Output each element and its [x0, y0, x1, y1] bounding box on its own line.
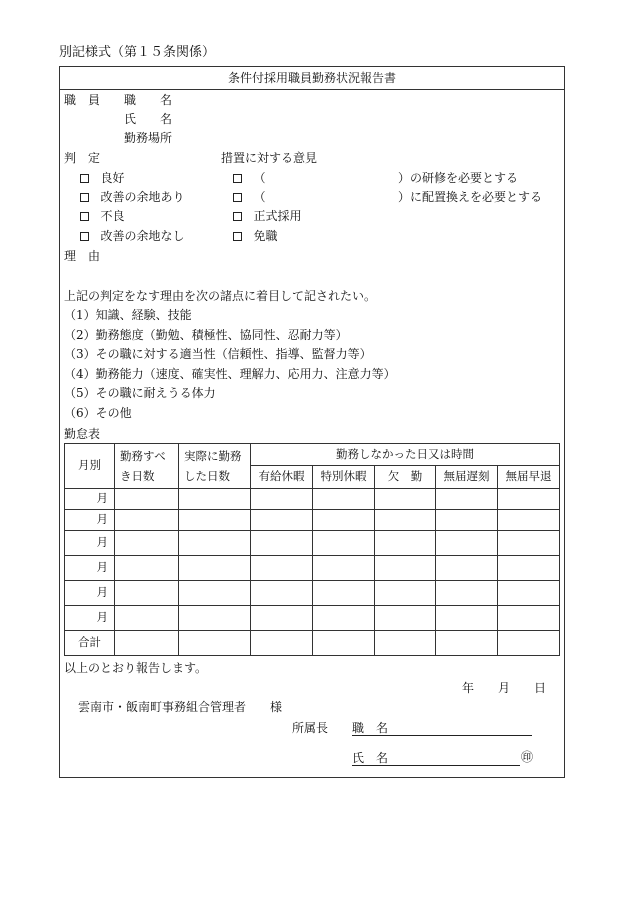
measures-label: 措置に対する意見	[221, 151, 318, 165]
table-cell[interactable]	[251, 581, 313, 606]
header-absence: 欠 勤	[375, 466, 436, 489]
table-cell[interactable]	[498, 556, 560, 581]
table-cell[interactable]	[251, 510, 313, 531]
measure-option-formal-hire[interactable]: 正式採用	[233, 210, 301, 222]
table-cell[interactable]	[179, 510, 251, 531]
table-row	[65, 581, 560, 606]
checkbox-icon[interactable]	[80, 193, 89, 202]
table-cell[interactable]	[313, 556, 375, 581]
header-actual-days: 実際に勤務 した日数	[179, 444, 251, 489]
seal-mark: ㊞	[521, 750, 534, 764]
month-cell: 月	[65, 606, 115, 631]
table-cell[interactable]	[313, 531, 375, 556]
measure-option-dismissal[interactable]: 免職	[233, 230, 277, 242]
header-unreported-late: 無届遅刻	[436, 466, 498, 489]
table-cell[interactable]	[313, 510, 375, 531]
total-label: 合計	[65, 631, 115, 656]
checkbox-icon[interactable]	[80, 212, 89, 221]
table-cell[interactable]	[251, 556, 313, 581]
month-cell: 月	[65, 531, 115, 556]
table-cell[interactable]	[179, 606, 251, 631]
table-cell[interactable]	[251, 489, 313, 510]
table-cell[interactable]	[436, 606, 498, 631]
reason-point: （5）その職に耐えうる体力	[64, 386, 216, 400]
checkbox-icon[interactable]	[233, 232, 242, 241]
name-field[interactable]: 氏 名	[352, 752, 520, 766]
month-cell: 月	[65, 581, 115, 606]
table-cell[interactable]	[498, 489, 560, 510]
reason-point: （4）勤務能力（速度、確実性、理解力、応用力、注意力等）	[64, 367, 396, 381]
measure-reassignment-text: ）に配置換えを必要とする	[398, 190, 543, 204]
header-paid-leave: 有給休暇	[251, 466, 313, 489]
table-cell[interactable]	[498, 531, 560, 556]
table-cell[interactable]	[436, 531, 498, 556]
report-date: 年 月 日	[462, 681, 547, 695]
table-row	[65, 489, 560, 510]
month-cell: 月	[65, 489, 115, 510]
employee-label: 職 員	[64, 93, 101, 107]
table-row	[65, 606, 560, 631]
table-cell[interactable]	[115, 631, 179, 656]
table-cell[interactable]	[251, 631, 313, 656]
judgment-option-room-for-improvement[interactable]: 改善の余地あり	[80, 191, 184, 203]
measure-option-reassignment[interactable]: （	[233, 191, 265, 203]
judgment-label: 判 定	[64, 151, 101, 165]
table-cell[interactable]	[179, 489, 251, 510]
table-row	[65, 556, 560, 581]
reason-point: （6）その他	[64, 406, 132, 420]
table-cell[interactable]	[436, 581, 498, 606]
reason-label: 理 由	[64, 249, 101, 263]
table-cell[interactable]	[179, 531, 251, 556]
table-cell[interactable]	[375, 581, 436, 606]
table-cell[interactable]	[115, 606, 179, 631]
table-cell[interactable]	[375, 489, 436, 510]
table-cell[interactable]	[436, 631, 498, 656]
report-statement: 以上のとおり報告します。	[64, 661, 208, 675]
table-cell[interactable]	[179, 556, 251, 581]
month-cell: 月	[65, 510, 115, 531]
header-required-days: 勤務すべ き日数	[115, 444, 179, 489]
table-cell[interactable]	[115, 556, 179, 581]
table-row	[65, 531, 560, 556]
reason-point: （2）勤務態度（勤勉、積極性、協同性、忍耐力等）	[64, 328, 348, 342]
table-row-total	[65, 631, 560, 656]
reason-point: （1）知識、経験、技能	[64, 308, 192, 322]
table-cell[interactable]	[115, 531, 179, 556]
table-cell[interactable]	[375, 606, 436, 631]
table-cell[interactable]	[313, 489, 375, 510]
form-style-note: 別記様式（第１５条関係）	[59, 45, 216, 60]
judgment-option-poor[interactable]: 不良	[80, 210, 124, 222]
header-absence-group: 勤務しなかった日又は時間	[251, 444, 560, 466]
table-cell[interactable]	[375, 510, 436, 531]
table-cell[interactable]	[375, 556, 436, 581]
employee-field-title: 職 名	[124, 93, 173, 107]
table-cell[interactable]	[436, 489, 498, 510]
table-cell[interactable]	[498, 581, 560, 606]
checkbox-icon[interactable]	[233, 193, 242, 202]
table-cell[interactable]	[251, 531, 313, 556]
table-cell[interactable]	[251, 606, 313, 631]
header-unreported-early: 無届早退	[498, 466, 560, 489]
table-row	[65, 510, 560, 531]
judgment-option-no-improvement[interactable]: 改善の余地なし	[80, 230, 184, 242]
report-addressee: 雲南市・飯南町事務組合管理者 様	[78, 700, 283, 714]
measure-option-training[interactable]: （	[233, 172, 265, 184]
employee-field-name: 氏 名	[124, 112, 173, 126]
checkbox-icon[interactable]	[80, 174, 89, 183]
checkbox-icon[interactable]	[80, 232, 89, 241]
reason-point: （3）その職に対する適当性（信頼性、指導、監督力等）	[64, 347, 372, 361]
attendance-table	[64, 443, 560, 656]
affiliation-head-label: 所属長	[292, 721, 329, 735]
table-cell[interactable]	[375, 531, 436, 556]
table-cell[interactable]	[179, 581, 251, 606]
table-cell[interactable]	[436, 510, 498, 531]
table-cell[interactable]	[498, 510, 560, 531]
table-cell[interactable]	[375, 631, 436, 656]
checkbox-icon[interactable]	[233, 212, 242, 221]
table-cell[interactable]	[115, 510, 179, 531]
attendance-label: 勤怠表	[64, 427, 101, 441]
month-cell: 月	[65, 556, 115, 581]
header-special-leave: 特別休暇	[313, 466, 375, 489]
reason-intro: 上記の判定をなす理由を次の諸点に着目して記されたい。	[64, 289, 377, 303]
measure-training-text: ）の研修を必要とする	[398, 171, 519, 185]
table-cell[interactable]	[313, 631, 375, 656]
table-cell[interactable]	[313, 606, 375, 631]
title-field[interactable]: 職 名	[352, 722, 532, 736]
table-cell[interactable]	[179, 631, 251, 656]
checkbox-icon[interactable]	[233, 174, 242, 183]
table-cell[interactable]	[115, 581, 179, 606]
table-cell[interactable]	[498, 631, 560, 656]
table-cell[interactable]	[498, 606, 560, 631]
header-month: 月別	[65, 444, 115, 489]
table-cell[interactable]	[313, 581, 375, 606]
table-cell[interactable]	[436, 556, 498, 581]
judgment-option-good[interactable]: 良好	[80, 172, 124, 184]
employee-field-workplace: 勤務場所	[124, 131, 173, 145]
form-title: 条件付採用職員勤務状況報告書	[60, 67, 564, 90]
table-cell[interactable]	[115, 489, 179, 510]
